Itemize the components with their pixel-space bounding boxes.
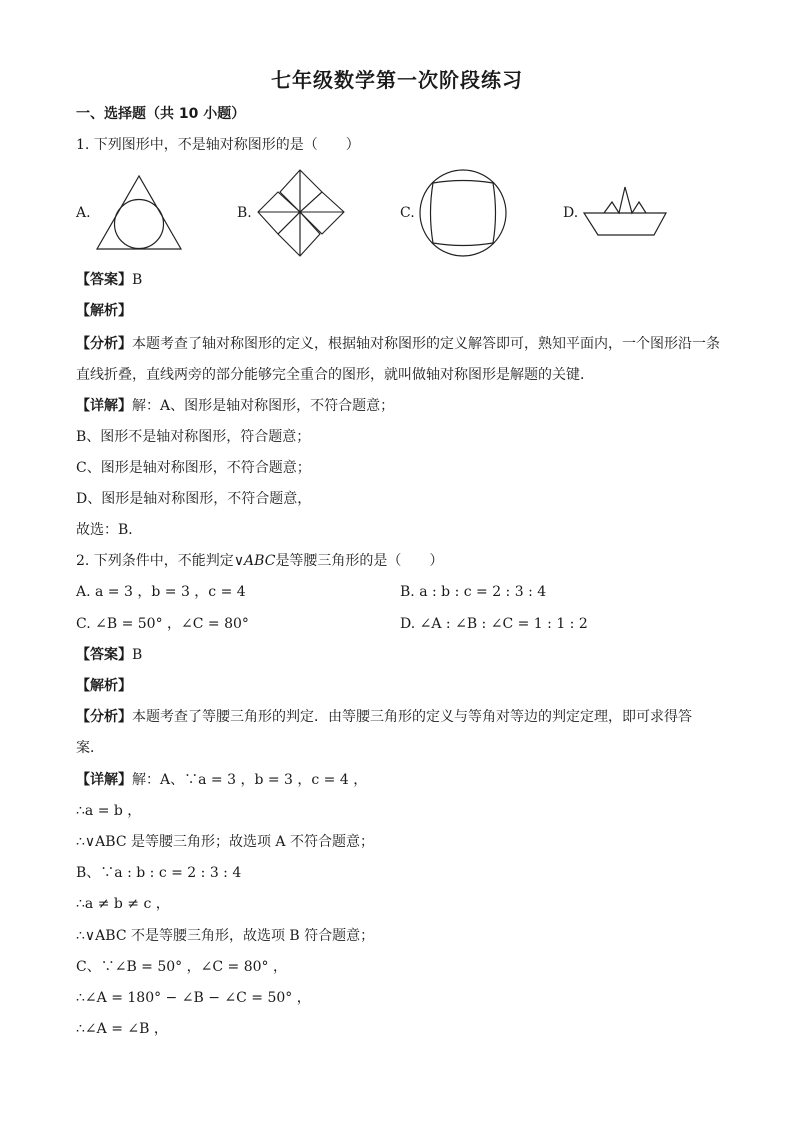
q1-fenxi-text-2: 直线折叠，直线两旁的部分能够完全重合的图形，就叫做轴对称图形是解题的关键．	[76, 367, 594, 383]
q2-xiangjie-line: 解：A、∵a = 3 ，b = 3 ，c = 4 ，	[132, 772, 368, 788]
q2-xiangjie-tag: 【详解】	[76, 772, 132, 788]
q2-fenxi-tag: 【分析】	[76, 709, 132, 725]
q1-option-a-label: A.	[76, 205, 91, 221]
q2-option-d: D. ∠A : ∠B : ∠C = 1 : 1 : 2	[400, 616, 588, 632]
q2-fenxi-text: 本题考查了等腰三角形的判定．由等腰三角形的定义与等角对等边的判定定理，即可求得答	[132, 709, 692, 725]
q1-analysis-tag: 【解析】	[76, 303, 132, 319]
q1-option-b-label: B.	[237, 205, 252, 221]
q2-stem-end: 是等腰三角形的是（ ）	[275, 553, 444, 569]
section-heading: 一、选择题（共 10 小题）	[76, 106, 246, 122]
q2-xiangjie-line: ∴a ≠ b ≠ c ，	[76, 896, 170, 912]
q2-fenxi-text-2: 案．	[76, 740, 104, 756]
q2-stem-triangle: ∨ABC	[233, 553, 276, 569]
q2-answer: B	[132, 647, 143, 663]
q1-figure-b	[256, 168, 346, 260]
q2-option-a: A. a = 3 ，b = 3 ，c = 4	[76, 584, 246, 600]
q2-xiangjie-line: ∴∨ABC 是等腰三角形；故选项 A 不符合题意；	[76, 834, 374, 850]
q2-xiangjie-line: B、∵a : b : c = 2 : 3 : 4	[76, 865, 242, 881]
q1-option-d-label: D.	[563, 205, 579, 221]
q1-xiangjie-line: C、图形是轴对称图形，不符合题意；	[76, 460, 311, 476]
q1-xiangjie-tag: 【详解】	[76, 398, 132, 414]
q2-option-b: B. a : b : c = 2 : 3 : 4	[400, 584, 547, 600]
q2-xiangjie-line: ∴∨ABC 不是等腰三角形，故选项 B 符合题意；	[76, 928, 375, 944]
q1-xiangjie-line: B、图形不是轴对称图形，符合题意；	[76, 429, 311, 445]
q2-option-c: C. ∠B = 50° ，∠C = 80°	[76, 616, 249, 632]
q1-xiangjie-line: D、图形是轴对称图形，不符合题意，	[76, 491, 312, 507]
q1-xiangjie-line: 解：A、图形是轴对称图形，不符合题意；	[132, 398, 395, 414]
page-title: 七年级数学第一次阶段练习	[271, 68, 523, 92]
q1-figure-d	[582, 185, 668, 237]
q2-xiangjie-line: ∴a = b ，	[76, 803, 142, 819]
q1-answer-tag: 【答案】	[76, 272, 132, 288]
q2-xiangjie-line: ∴∠A = 180° − ∠B − ∠C = 50° ，	[76, 990, 311, 1006]
q1-stem: 1. 下列图形中，不是轴对称图形的是（ ）	[76, 137, 360, 153]
q2-xiangjie-line: ∴∠A = ∠B ，	[76, 1021, 168, 1037]
q1-figure-c	[419, 169, 509, 259]
q2-analysis-tag: 【解析】	[76, 678, 132, 694]
q2-answer-tag: 【答案】	[76, 647, 132, 663]
q1-option-c-label: C.	[400, 205, 415, 221]
q1-fenxi-tag: 【分析】	[76, 336, 132, 352]
q2-stem: 2. 下列条件中，不能判定	[76, 553, 234, 569]
q1-answer: B	[132, 272, 143, 288]
q1-xiangjie-line: 故选：B．	[76, 522, 143, 538]
q2-xiangjie-line: C、∵∠B = 50° ，∠C = 80° ，	[76, 959, 287, 975]
q1-fenxi-text: 本题考查了轴对称图形的定义，根据轴对称图形的定义解答即可，熟知平面内，一个图形沿一条	[132, 336, 720, 352]
q1-figure-a	[94, 175, 184, 251]
